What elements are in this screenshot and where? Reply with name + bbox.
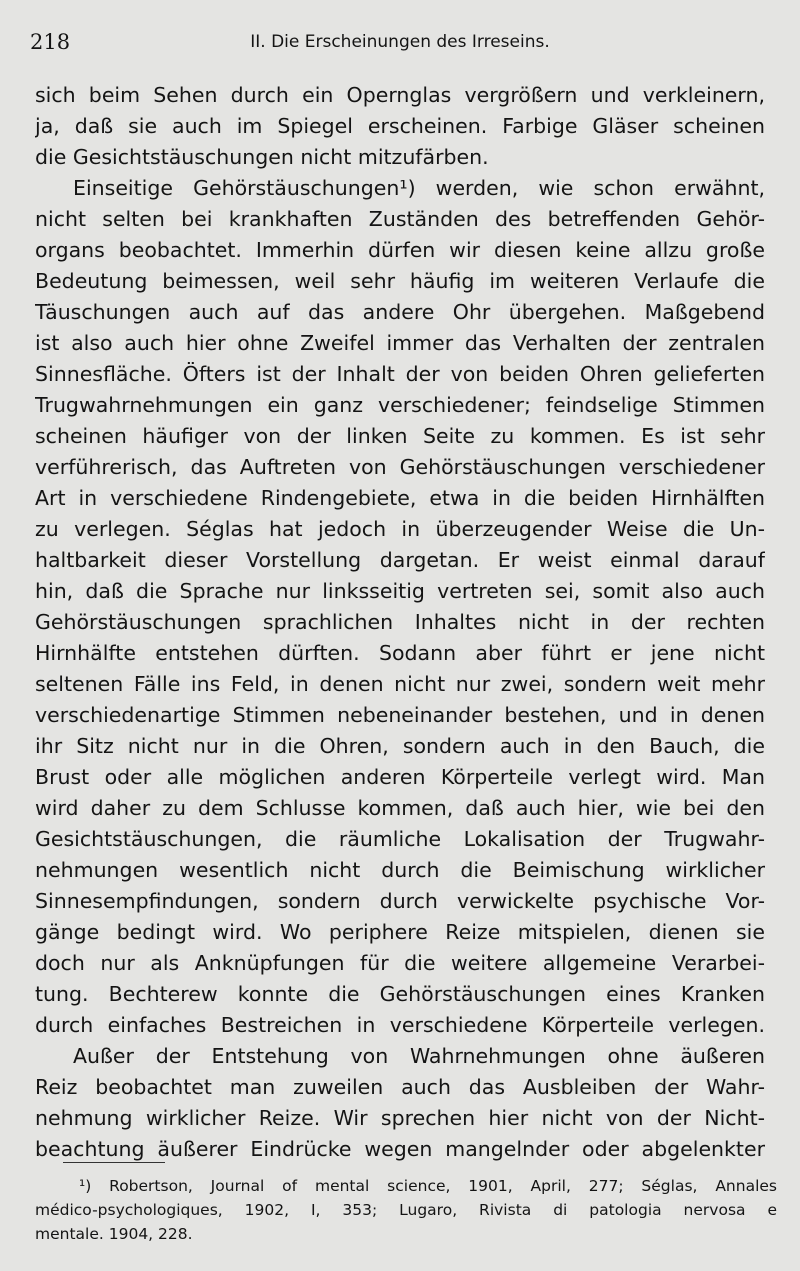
text-line: doch nur als Anknüpfungen für die weitere allgemeine Verarbei-	[35, 951, 765, 975]
text-line: verschiedenartige Stimmen nebeneinander bestehen, und in denen	[35, 703, 765, 727]
text-line: Täuschungen auch auf das andere Ohr übergehen. Maßgebend	[35, 300, 765, 324]
text-line: gänge bedingt wird. Wo periphere Reize mitspielen, dienen sie	[35, 920, 765, 944]
text-line: hin, daß die Sprache nur linksseitig vertreten sei, somit also auch	[35, 579, 765, 603]
text-line: beachtung äußerer Eindrücke wegen mangelnder oder abgelenkter	[35, 1137, 765, 1161]
text-line: ist also auch hier ohne Zweifel immer das Verhalten der zentralen	[35, 331, 765, 355]
text-line: haltbarkeit dieser Vorstellung dargetan. Er weist einmal darauf	[35, 548, 765, 572]
text-line: durch einfaches Bestreichen in verschiedene Körperteile verlegen.	[35, 1013, 765, 1037]
text-line: die Gesichtstäuschungen nicht mitzufärben.	[35, 145, 489, 169]
footnote-line: mentale. 1904, 228.	[35, 1225, 193, 1243]
page-number: 218	[30, 30, 71, 54]
body-text	[35, 80, 765, 1165]
footnote-line: ¹) Robertson, Journal of mental science, 1901, April, 277; Séglas, Annales	[79, 1177, 777, 1195]
text-line: Außer der Entstehung von Wahrnehmungen ohne äußeren	[73, 1044, 765, 1068]
text-line: Gehörstäuschungen sprachlichen Inhaltes nicht in der rechten	[35, 610, 765, 634]
text-line: Hirnhälfte entstehen dürften. Sodann aber führt er jene nicht	[35, 641, 765, 665]
text-line: verführerisch, das Auftreten von Gehörstäuschungen verschiedener	[35, 455, 765, 479]
text-line: tung. Bechterew konnte die Gehörstäuschungen eines Kranken	[35, 982, 765, 1006]
text-line: scheinen häufiger von der linken Seite zu kommen. Es ist sehr	[35, 424, 765, 448]
text-line: nehmungen wesentlich nicht durch die Beimischung wirklicher	[35, 858, 765, 882]
text-line: nehmung wirklicher Reize. Wir sprechen hier nicht von der Nicht-	[35, 1106, 765, 1130]
text-line: sich beim Sehen durch ein Opernglas vergrößern und verkleinern,	[35, 83, 765, 107]
text-line: zu verlegen. Séglas hat jedoch in überzeugender Weise die Un-	[35, 517, 765, 541]
text-line: Sinnesempfindungen, sondern durch verwickelte psychische Vor-	[35, 889, 765, 913]
text-line: Brust oder alle möglichen anderen Körperteile verlegt wird. Man	[35, 765, 765, 789]
text-line: Trugwahrnehmungen ein ganz verschiedener; feindselige Stimmen	[35, 393, 765, 417]
text-line: wird daher zu dem Schlusse kommen, daß auch hier, wie bei den	[35, 796, 765, 820]
text-line: Sinnesfläche. Öfters ist der Inhalt der von beiden Ohren gelieferten	[35, 362, 765, 386]
text-line: organs beobachtet. Immerhin dürfen wir diesen keine allzu große	[35, 238, 765, 262]
running-head: II. Die Erscheinungen des Irreseins.	[250, 32, 550, 52]
text-line: Art in verschiedene Rindengebiete, etwa in die beiden Hirnhälften	[35, 486, 765, 510]
text-line: Einseitige Gehörstäuschungen¹) werden, wie schon erwähnt,	[73, 176, 765, 200]
text-line: Gesichtstäuschungen, die räumliche Lokalisation der Trugwahr-	[35, 827, 765, 851]
text-line: Reiz beobachtet man zuweilen auch das Ausbleiben der Wahr-	[35, 1075, 765, 1099]
footnote-divider	[63, 1162, 165, 1163]
text-line: seltenen Fälle ins Feld, in denen nicht nur zwei, sondern weit mehr	[35, 672, 765, 696]
text-line: ihr Sitz nicht nur in die Ohren, sondern auch in den Bauch, die	[35, 734, 765, 758]
footnote-line: médico-psychologiques, 1902, I, 353; Lugaro, Rivista di patologia nervosa e	[35, 1201, 777, 1219]
page-header	[30, 30, 770, 62]
text-line: ja, daß sie auch im Spiegel erscheinen. Farbige Gläser scheinen	[35, 114, 765, 138]
text-line: nicht selten bei krankhaften Zuständen des betreffenden Gehör-	[35, 207, 765, 231]
footnotes	[35, 1174, 777, 1246]
text-line: Bedeutung beimessen, weil sehr häufig im weiteren Verlaufe die	[35, 269, 765, 293]
